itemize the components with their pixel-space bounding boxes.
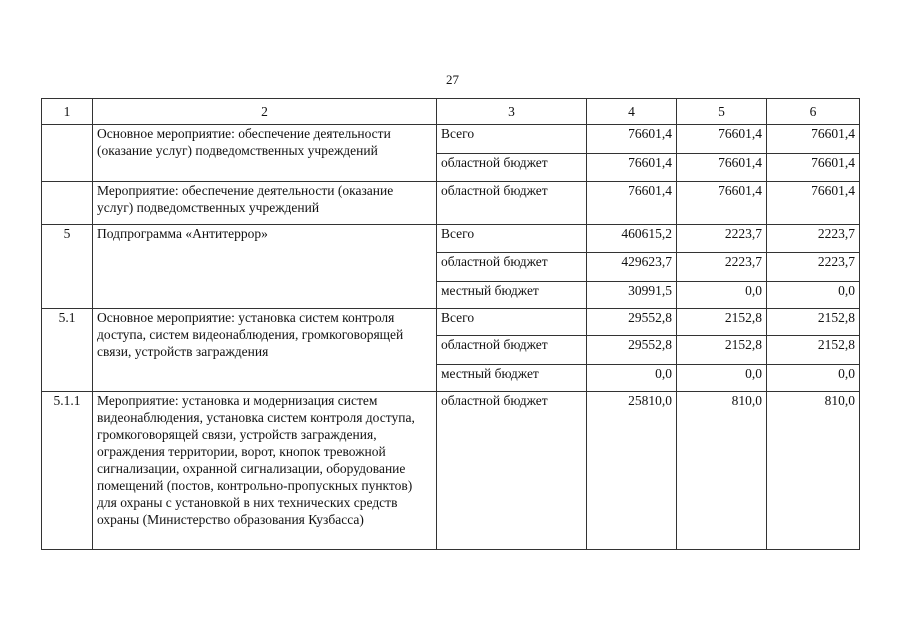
row-number: 5.1.1 [42,392,93,550]
table-row [42,182,860,225]
funding-source: областной бюджет [437,154,587,182]
value-col6: 0,0 [767,365,860,392]
funding-source: областной бюджет [437,392,587,550]
funding-source: Всего [437,225,587,253]
row-number: 5 [42,225,93,309]
page-number: 27 [446,72,459,87]
value-col4: 460615,2 [587,225,677,253]
header-cell: 1 [42,99,93,125]
value-col6: 0,0 [767,282,860,309]
funding-source: местный бюджет [437,282,587,309]
value-col4: 29552,8 [587,309,677,336]
funding-source: областной бюджет [437,253,587,282]
header-cell: 4 [587,99,677,125]
value-col5: 2152,8 [677,336,767,365]
value-col5: 76601,4 [677,154,767,182]
table-header-row [42,99,860,125]
value-col5: 2223,7 [677,253,767,282]
value-col4: 76601,4 [587,182,677,225]
funding-source: областной бюджет [437,336,587,365]
value-col5: 2152,8 [677,309,767,336]
row-name: Подпрограмма «Антитеррор» [93,225,437,309]
table-row [42,125,860,154]
value-col6: 76601,4 [767,154,860,182]
value-col4: 429623,7 [587,253,677,282]
value-col6: 76601,4 [767,182,860,225]
funding-source: Всего [437,125,587,154]
value-col6: 2223,7 [767,253,860,282]
value-col5: 76601,4 [677,182,767,225]
value-col4: 76601,4 [587,125,677,154]
funding-source: областной бюджет [437,182,587,225]
header-cell: 5 [677,99,767,125]
value-col5: 0,0 [677,365,767,392]
header-cell: 2 [93,99,437,125]
value-col4: 29552,8 [587,336,677,365]
value-col5: 0,0 [677,282,767,309]
budget-table [41,98,860,550]
row-name: Основное мероприятие: обеспечение деятельности (оказание услуг) подведомственных учреждений [93,125,437,182]
funding-source: Всего [437,309,587,336]
value-col5: 76601,4 [677,125,767,154]
value-col6: 2223,7 [767,225,860,253]
value-col6: 2152,8 [767,336,860,365]
row-name: Мероприятие: обеспечение деятельности (оказание услуг) подведомственных учреждений [93,182,437,225]
header-cell: 3 [437,99,587,125]
value-col6: 76601,4 [767,125,860,154]
value-col6: 2152,8 [767,309,860,336]
row-name: Основное мероприятие: установка систем контроля доступа, систем видеонаблюдения, громкоговорящей связи, устройств заграждения [93,309,437,392]
funding-source: местный бюджет [437,365,587,392]
value-col4: 25810,0 [587,392,677,550]
row-number: 5.1 [42,309,93,392]
header-cell: 6 [767,99,860,125]
value-col4: 0,0 [587,365,677,392]
table-row [42,225,860,253]
value-col5: 2223,7 [677,225,767,253]
value-col5: 810,0 [677,392,767,550]
row-number [42,182,93,225]
table-row [42,392,860,550]
value-col6: 810,0 [767,392,860,550]
value-col4: 76601,4 [587,154,677,182]
row-name: Мероприятие: установка и модернизация систем видеонаблюдения, установка систем контроля доступа, громкоговорящей связи, устройств заграждения, ограждения территории, ворот, кнопок тревожной сигнализации, охранной сигнализации, оборудование помещений (постов, контрольно-пропускных пунктов) для охраны с установкой в них технических средств охраны (Министерство образования Кузбасса) [93,392,437,550]
value-col4: 30991,5 [587,282,677,309]
table-row [42,309,860,336]
row-number [42,125,93,182]
